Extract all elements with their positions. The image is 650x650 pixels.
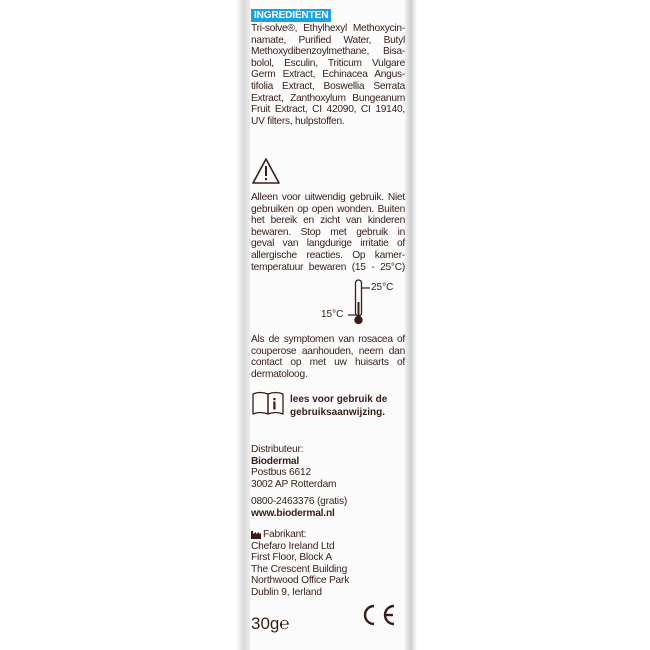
open-book-info-icon bbox=[251, 390, 285, 416]
leaflet-instruction bbox=[290, 393, 387, 419]
ingredients-line: UV filters, hulpstoffen. bbox=[251, 115, 345, 127]
net-weight: 30g℮ bbox=[251, 614, 290, 633]
rosacea-line: Als de symptomen van rosacea of bbox=[251, 334, 405, 345]
rosacea-line: couperose aanhouden, neem dan bbox=[251, 345, 405, 357]
min-temperature-label: 15°C bbox=[321, 309, 344, 320]
manufacturer-line: Dublin 9, Ierland bbox=[251, 586, 322, 598]
ingredients-line: Fruit Extract, CI 42090, CI 19140, bbox=[251, 104, 405, 116]
distributor-website: www.biodermal.nl bbox=[251, 507, 335, 519]
manufacturer-line: Chefaro Ireland Ltd bbox=[251, 540, 335, 552]
ingredients-header: INGREDIËNTEN bbox=[251, 9, 331, 22]
warning-line: bewaren. Stop met gebruik in bbox=[251, 226, 405, 238]
ce-mark-icon bbox=[358, 602, 398, 628]
ingredients-line: Tri-solve®, Ethylhexyl Methoxycin- bbox=[251, 23, 405, 34]
distributor-label: Distributeur: bbox=[251, 444, 304, 455]
rosacea-line: contact op met uw huisarts of bbox=[251, 357, 405, 369]
manufacturer-block bbox=[251, 529, 349, 599]
warning-line: gebruiken op open wonden. Buiten bbox=[251, 203, 405, 215]
warning-text bbox=[251, 192, 405, 273]
rosacea-line: dermatoloog. bbox=[251, 368, 308, 380]
distributor-name: Biodermal bbox=[251, 455, 300, 467]
manufacturer-line: First Floor, Block A bbox=[251, 552, 332, 564]
ingredients-line: bolol, Esculin, Triticum Vulgare bbox=[251, 57, 405, 69]
manufacturer-line: The Crescent Building bbox=[251, 563, 348, 575]
warning-line: het bereik en zicht van kinderen bbox=[251, 215, 405, 227]
distributor-block bbox=[251, 444, 347, 520]
warning-line: Alleen voor uitwendig gebruik. Niet bbox=[251, 192, 405, 203]
distributor-address-1: Postbus 6612 bbox=[251, 467, 311, 479]
manufacturer-label: Fabrikant: bbox=[263, 529, 307, 540]
ingredients-line: Extract, Zanthoxylum Bungeanum bbox=[251, 92, 405, 104]
ingredients-line: tifolia Extract, Boswellia Serrata bbox=[251, 80, 405, 92]
warning-line: geval van langdurige irritatie of bbox=[251, 238, 405, 250]
distributor-phone: 0800-2463376 (gratis) bbox=[251, 496, 348, 508]
ingredients-line: namate, Purified Water, Butyl bbox=[251, 34, 405, 46]
rosacea-text bbox=[251, 334, 405, 380]
max-temperature-label: 25°C bbox=[371, 282, 394, 293]
distributor-address-2: 3002 AP Rotterdam bbox=[251, 478, 337, 490]
warning-triangle-icon bbox=[251, 157, 281, 185]
ingredients-line: Methoxydibenzoylmethane, Bisa- bbox=[251, 46, 405, 58]
ce-mark-text: CE bbox=[378, 618, 380, 619]
ingredients-text bbox=[251, 23, 405, 127]
panel-shadow-left bbox=[236, 0, 250, 650]
leaflet-line-1: lees voor gebruik de bbox=[290, 394, 388, 405]
manufacturer-line: Northwood Office Park bbox=[251, 575, 350, 587]
ingredients-line: Germ Extract, Echinacea Angus- bbox=[251, 69, 405, 81]
warning-line: temperatuur bewaren (15 - 25°C) bbox=[251, 261, 405, 273]
panel-shadow-right bbox=[405, 0, 417, 650]
warning-line: allergische reacties. Op kamer- bbox=[251, 249, 405, 261]
leaflet-line-2: gebruiksaanwijzing. bbox=[290, 407, 386, 418]
